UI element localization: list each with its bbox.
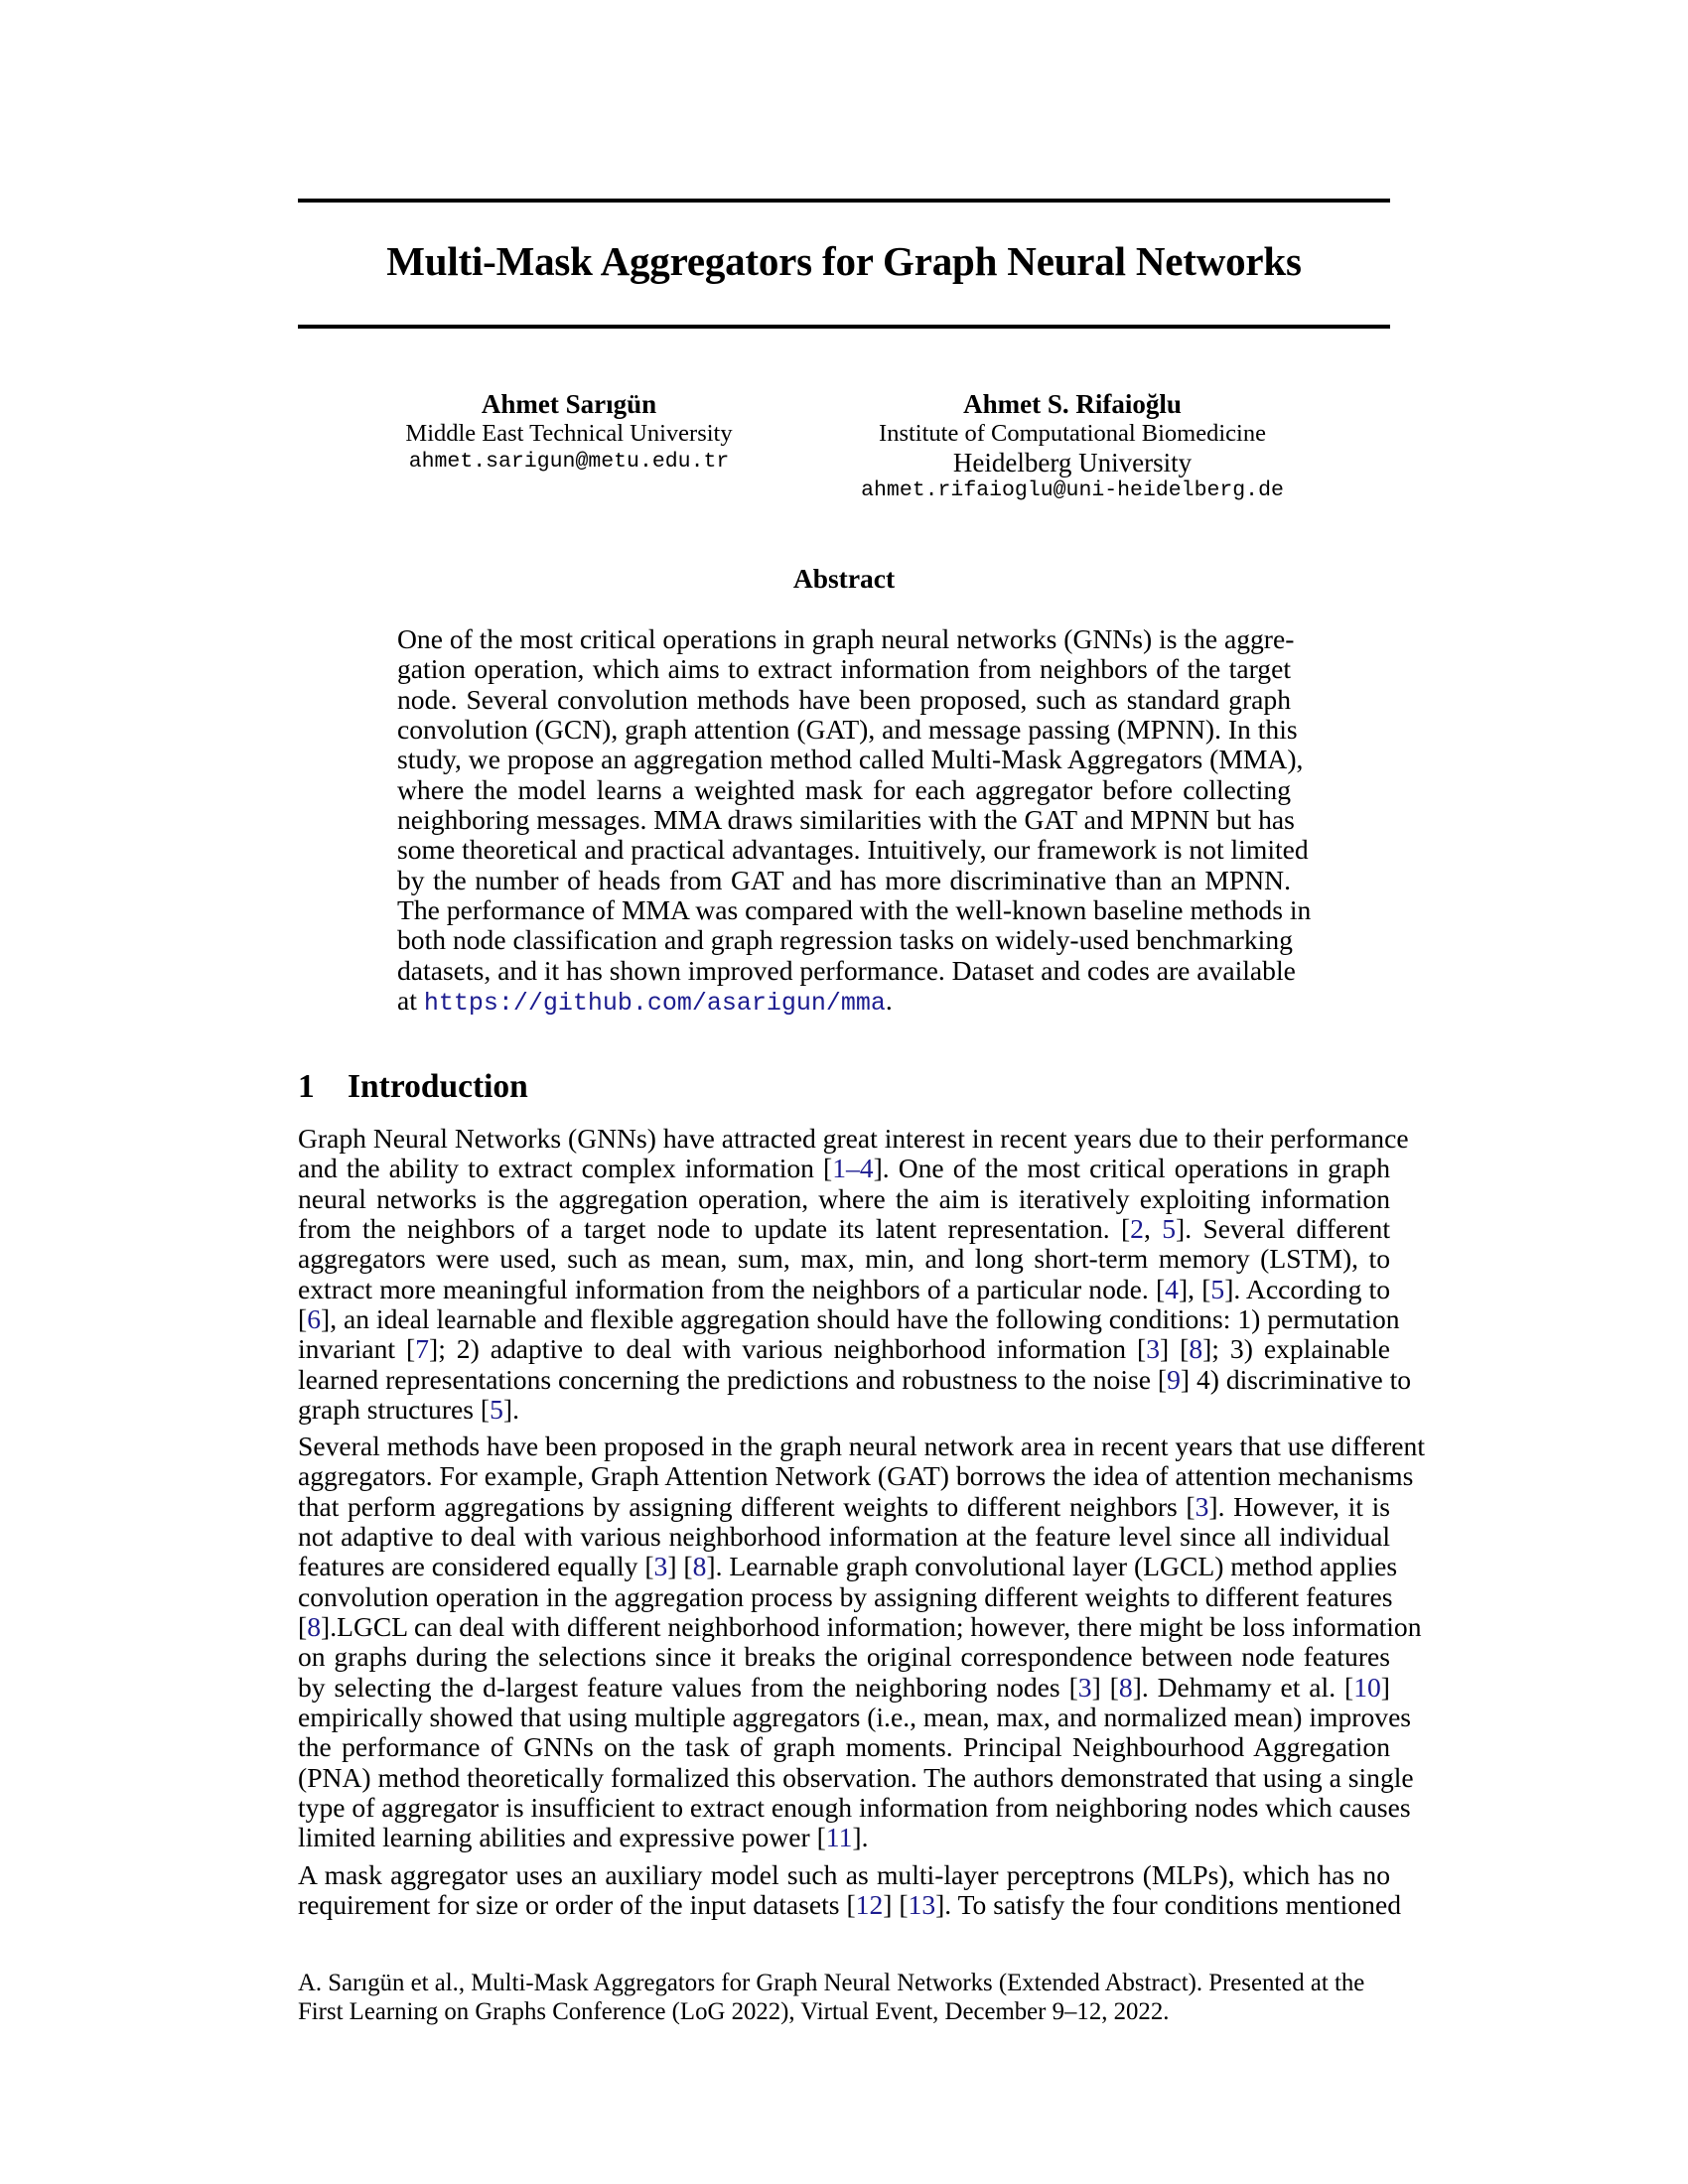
author-email[interactable]: ahmet.sarigun@metu.edu.tr [408, 450, 730, 474]
title-bottom-rule [298, 325, 1390, 329]
citation-link[interactable]: 1–4 [832, 1153, 874, 1184]
abstract-body [397, 623, 1312, 1019]
paragraph-text: [ [298, 1303, 308, 1335]
paragraph-line [298, 1642, 1390, 1672]
paragraph-line [298, 1123, 1409, 1154]
author-name: Ahmet Sarıgün [481, 389, 657, 419]
citation-link[interactable]: 11 [825, 1822, 853, 1853]
citation-link[interactable]: 8 [692, 1551, 707, 1582]
paragraph-text: ]. Several different [1176, 1213, 1391, 1245]
citation-link[interactable]: 2 [1130, 1213, 1144, 1245]
citation-link[interactable]: 7 [415, 1333, 429, 1365]
paragraph-line [298, 1184, 1390, 1214]
paragraph-line [298, 1303, 1400, 1335]
citation-link[interactable]: 3 [1146, 1333, 1160, 1365]
author-affiliation: Heidelberg University [952, 448, 1193, 478]
paragraph-line [298, 1363, 1412, 1395]
abstract-line: study, we propose an aggregation method called Multi-Mask Aggregators (MMA), [397, 744, 1304, 775]
paragraph-text: from the neighbors of a target node to update its latent representation. [ [298, 1213, 1131, 1245]
citation-link[interactable]: 9 [1167, 1363, 1181, 1395]
section-title: Introduction [348, 1068, 528, 1105]
abstract-line: gation operation, which aims to extract information from neighbors of the target [397, 653, 1291, 685]
citation-link[interactable]: 6 [307, 1303, 321, 1335]
paragraph-text: ].LGCL can deal with different neighborhood information; however, there might be loss information [321, 1611, 1422, 1643]
citation-link[interactable]: 5 [1210, 1273, 1225, 1304]
paragraph-text: Several methods have been proposed in the graph neural network area in recent years that use different [298, 1431, 1425, 1461]
citation-link[interactable]: 3 [1077, 1671, 1092, 1703]
abstract-line: datasets, and it has shown improved performance. Dataset and codes are available [397, 954, 1296, 986]
paragraph-text: type of aggregator is insufficient to extract enough information from neighboring nodes which causes [298, 1792, 1411, 1824]
paragraph-text: on graphs during the selections since it breaks the original correspondence between node features [298, 1641, 1390, 1673]
intro-paragraph-2 [298, 1431, 1425, 1853]
paragraph-text: limited learning abilities and expressive power [ [298, 1822, 826, 1853]
paragraph-text: aggregators were used, such as mean, sum, max, min, and long short-term memory (LSTM), to [298, 1243, 1390, 1275]
paragraph-text: learned representations concerning the predictions and robustness to the noise [ [298, 1363, 1168, 1395]
paragraph-line [298, 1702, 1412, 1733]
paragraph-text: ]. Learnable graph convolutional layer (LGCL) method applies [706, 1551, 1398, 1582]
paragraph-text: ]. [502, 1394, 519, 1426]
abstract-line: convolution (GCN), graph attention (GAT), and message passing (MPNN). In this [397, 714, 1298, 746]
citation-link[interactable]: 8 [1118, 1671, 1133, 1703]
paragraph-line [298, 1823, 1390, 1852]
paragraph-text: (PNA) method theoretically formalized this observation. The authors demonstrated that using a single [298, 1761, 1414, 1793]
paragraph-line [298, 1551, 1398, 1582]
citation-link[interactable]: 13 [908, 1889, 936, 1921]
title-top-rule [298, 199, 1390, 203]
paragraph-text: ]; 2) adaptive to deal with various neighborhood information [ [429, 1333, 1147, 1365]
abstract-line: neighboring messages. MMA draws similarities with the GAT and MPNN but has [397, 804, 1295, 836]
paragraph-text: ]. However, it is [1208, 1490, 1391, 1522]
paragraph-text: aggregators. For example, Graph Attention Network (GAT) borrows the idea of attention mechanisms [298, 1460, 1414, 1492]
paragraph-line [298, 1611, 1422, 1643]
paragraph-line [298, 1275, 1390, 1304]
code-repository-link[interactable]: https://github.com/asarigun/mma [423, 989, 886, 1019]
abstract-last-line [397, 986, 1291, 1019]
citation-link[interactable]: 12 [855, 1889, 884, 1921]
paragraph-line [298, 1889, 1401, 1921]
paragraph-text: by selecting the d-largest feature values from the neighboring nodes [ [298, 1671, 1078, 1703]
paragraph-text: ], [ [1178, 1273, 1211, 1304]
abstract-line: by the number of heads from GAT and has more discriminative than an MPNN. [397, 864, 1291, 895]
abstract-line: both node classification and graph regression tasks on widely-used benchmarking [397, 924, 1293, 956]
author-block-1 [291, 389, 847, 476]
paragraph-text: empirically showed that using multiple aggregators (i.e., mean, max, and normalized mean) improves [298, 1702, 1412, 1733]
paragraph-text: features are considered equally [ [298, 1551, 654, 1582]
paragraph-text: Graph Neural Networks (GNNs) have attracted great interest in recent years due to their performance [298, 1123, 1409, 1154]
paragraph-text: A mask aggregator uses an auxiliary model such as multi-layer perceptrons (MLPs), which has no [298, 1859, 1390, 1890]
paragraph-text: and the ability to extract complex information [ [298, 1153, 833, 1184]
abstract-line: where the model learns a weighted mask for each aggregator before collecting [397, 773, 1291, 805]
author-email[interactable]: ahmet.rifaioglu@uni-heidelberg.de [861, 478, 1284, 502]
author-name: Ahmet S. Rifaioğlu [963, 389, 1182, 419]
paragraph-text: ] [1380, 1671, 1390, 1703]
paragraph-line [298, 1244, 1390, 1274]
abstract-line: node. Several convolution methods have been proposed, such as standard graph [397, 683, 1291, 715]
paragraph-line [298, 1732, 1390, 1762]
paragraph-text: convolution operation in the aggregation process by assigning different weights to different features [298, 1580, 1393, 1612]
footnote-line: First Learning on Graphs Conference (LoG 2022), Virtual Event, December 9–12, 2022. [298, 1998, 1170, 2025]
abstract-line: The performance of MMA was compared with the well-known baseline methods in [397, 894, 1312, 926]
paragraph-line [298, 1395, 1390, 1425]
citation-link[interactable]: 4 [1165, 1273, 1179, 1304]
paragraph-line [298, 1673, 1390, 1703]
citation-link[interactable]: 3 [1195, 1490, 1209, 1522]
paragraph-text: invariant [ [298, 1333, 416, 1365]
paragraph-line [298, 1431, 1425, 1461]
paragraph-text: not adaptive to deal with various neighborhood information at the feature level since all individual [298, 1521, 1390, 1553]
paragraph-text: graph structures [ [298, 1394, 491, 1426]
citation-link[interactable]: 3 [653, 1551, 668, 1582]
paragraph-line [298, 1492, 1390, 1522]
paragraph-line [298, 1860, 1390, 1890]
abstract-last-suffix: . [885, 985, 893, 1017]
section-number: 1 [298, 1068, 315, 1105]
paragraph-line [298, 1792, 1411, 1824]
paragraph-line [298, 1580, 1393, 1612]
paper-title: Multi-Mask Aggregators for Graph Neural Networks [386, 238, 1302, 284]
intro-paragraph-3 [298, 1859, 1401, 1921]
paragraph-line [298, 1761, 1414, 1793]
author-block-2 [794, 389, 1350, 504]
paragraph-text: ]. Dehmamy et al. [ [1132, 1671, 1354, 1703]
paragraph-text: ] [ [883, 1889, 909, 1921]
paragraph-text: ]; 3) explainable [1202, 1333, 1390, 1365]
paragraph-text: ]. According to [1224, 1273, 1390, 1304]
footnote-venue [298, 1969, 1390, 2026]
abstract-line: some theoretical and practical advantages. Intuitively, our framework is not limited [397, 834, 1309, 866]
paragraph-text: neural networks is the aggregation operation, where the aim is iteratively exploiting information [298, 1182, 1390, 1214]
paragraph-text: ] 4) discriminative to [1180, 1363, 1412, 1395]
section-heading-introduction [298, 1067, 528, 1107]
paragraph-text: ]. [852, 1822, 869, 1853]
paragraph-text: requirement for size or order of the input datasets [ [298, 1889, 856, 1921]
abstract-last-prefix: at [397, 985, 424, 1017]
citation-link[interactable]: 5 [1162, 1213, 1177, 1245]
paragraph-text: ] [ [1091, 1671, 1119, 1703]
paragraph-text: ]. To satisfy the four conditions mentioned [935, 1889, 1401, 1921]
citation-link[interactable]: 8 [1189, 1333, 1203, 1365]
abstract-line: One of the most critical operations in graph neural networks (GNNs) is the aggre- [397, 623, 1295, 654]
paragraph-text: ] [ [667, 1551, 693, 1582]
citation-link[interactable]: 5 [490, 1394, 503, 1426]
paragraph-text: extract more meaningful information from the neighbors of a particular node. [ [298, 1273, 1166, 1304]
paragraph-text: [ [298, 1611, 308, 1643]
paragraph-text: that perform aggregations by assigning different weights to different neighbors [ [298, 1490, 1196, 1522]
paragraph-line [298, 1522, 1390, 1552]
author-affiliation: Institute of Computational Biomedicine [879, 420, 1266, 447]
paragraph-text: ]. One of the most critical operations in graph [873, 1153, 1390, 1184]
paragraph-line [298, 1154, 1390, 1183]
paragraph-text: the performance of GNNs on the task of graph moments. Principal Neighbourhood Aggregation [298, 1731, 1390, 1763]
author-affiliation: Middle East Technical University [405, 420, 733, 447]
abstract-heading: Abstract [792, 563, 896, 594]
citation-link[interactable]: 8 [307, 1611, 321, 1643]
paragraph-text: ], an ideal learnable and flexible aggregation should have the following conditions: 1) permutation [321, 1303, 1400, 1335]
paragraph-line [298, 1334, 1390, 1364]
paragraph-text: , [1143, 1213, 1163, 1245]
paragraph-text: ] [ [1159, 1333, 1190, 1365]
footnote-line: A. Sarıgün et al., Multi-Mask Aggregators for Graph Neural Networks (Extended Abstract). Presented at the [298, 1970, 1365, 1996]
paragraph-line [298, 1214, 1390, 1244]
intro-paragraph-1 [298, 1123, 1412, 1426]
citation-link[interactable]: 10 [1353, 1671, 1381, 1703]
paragraph-line [298, 1460, 1414, 1492]
